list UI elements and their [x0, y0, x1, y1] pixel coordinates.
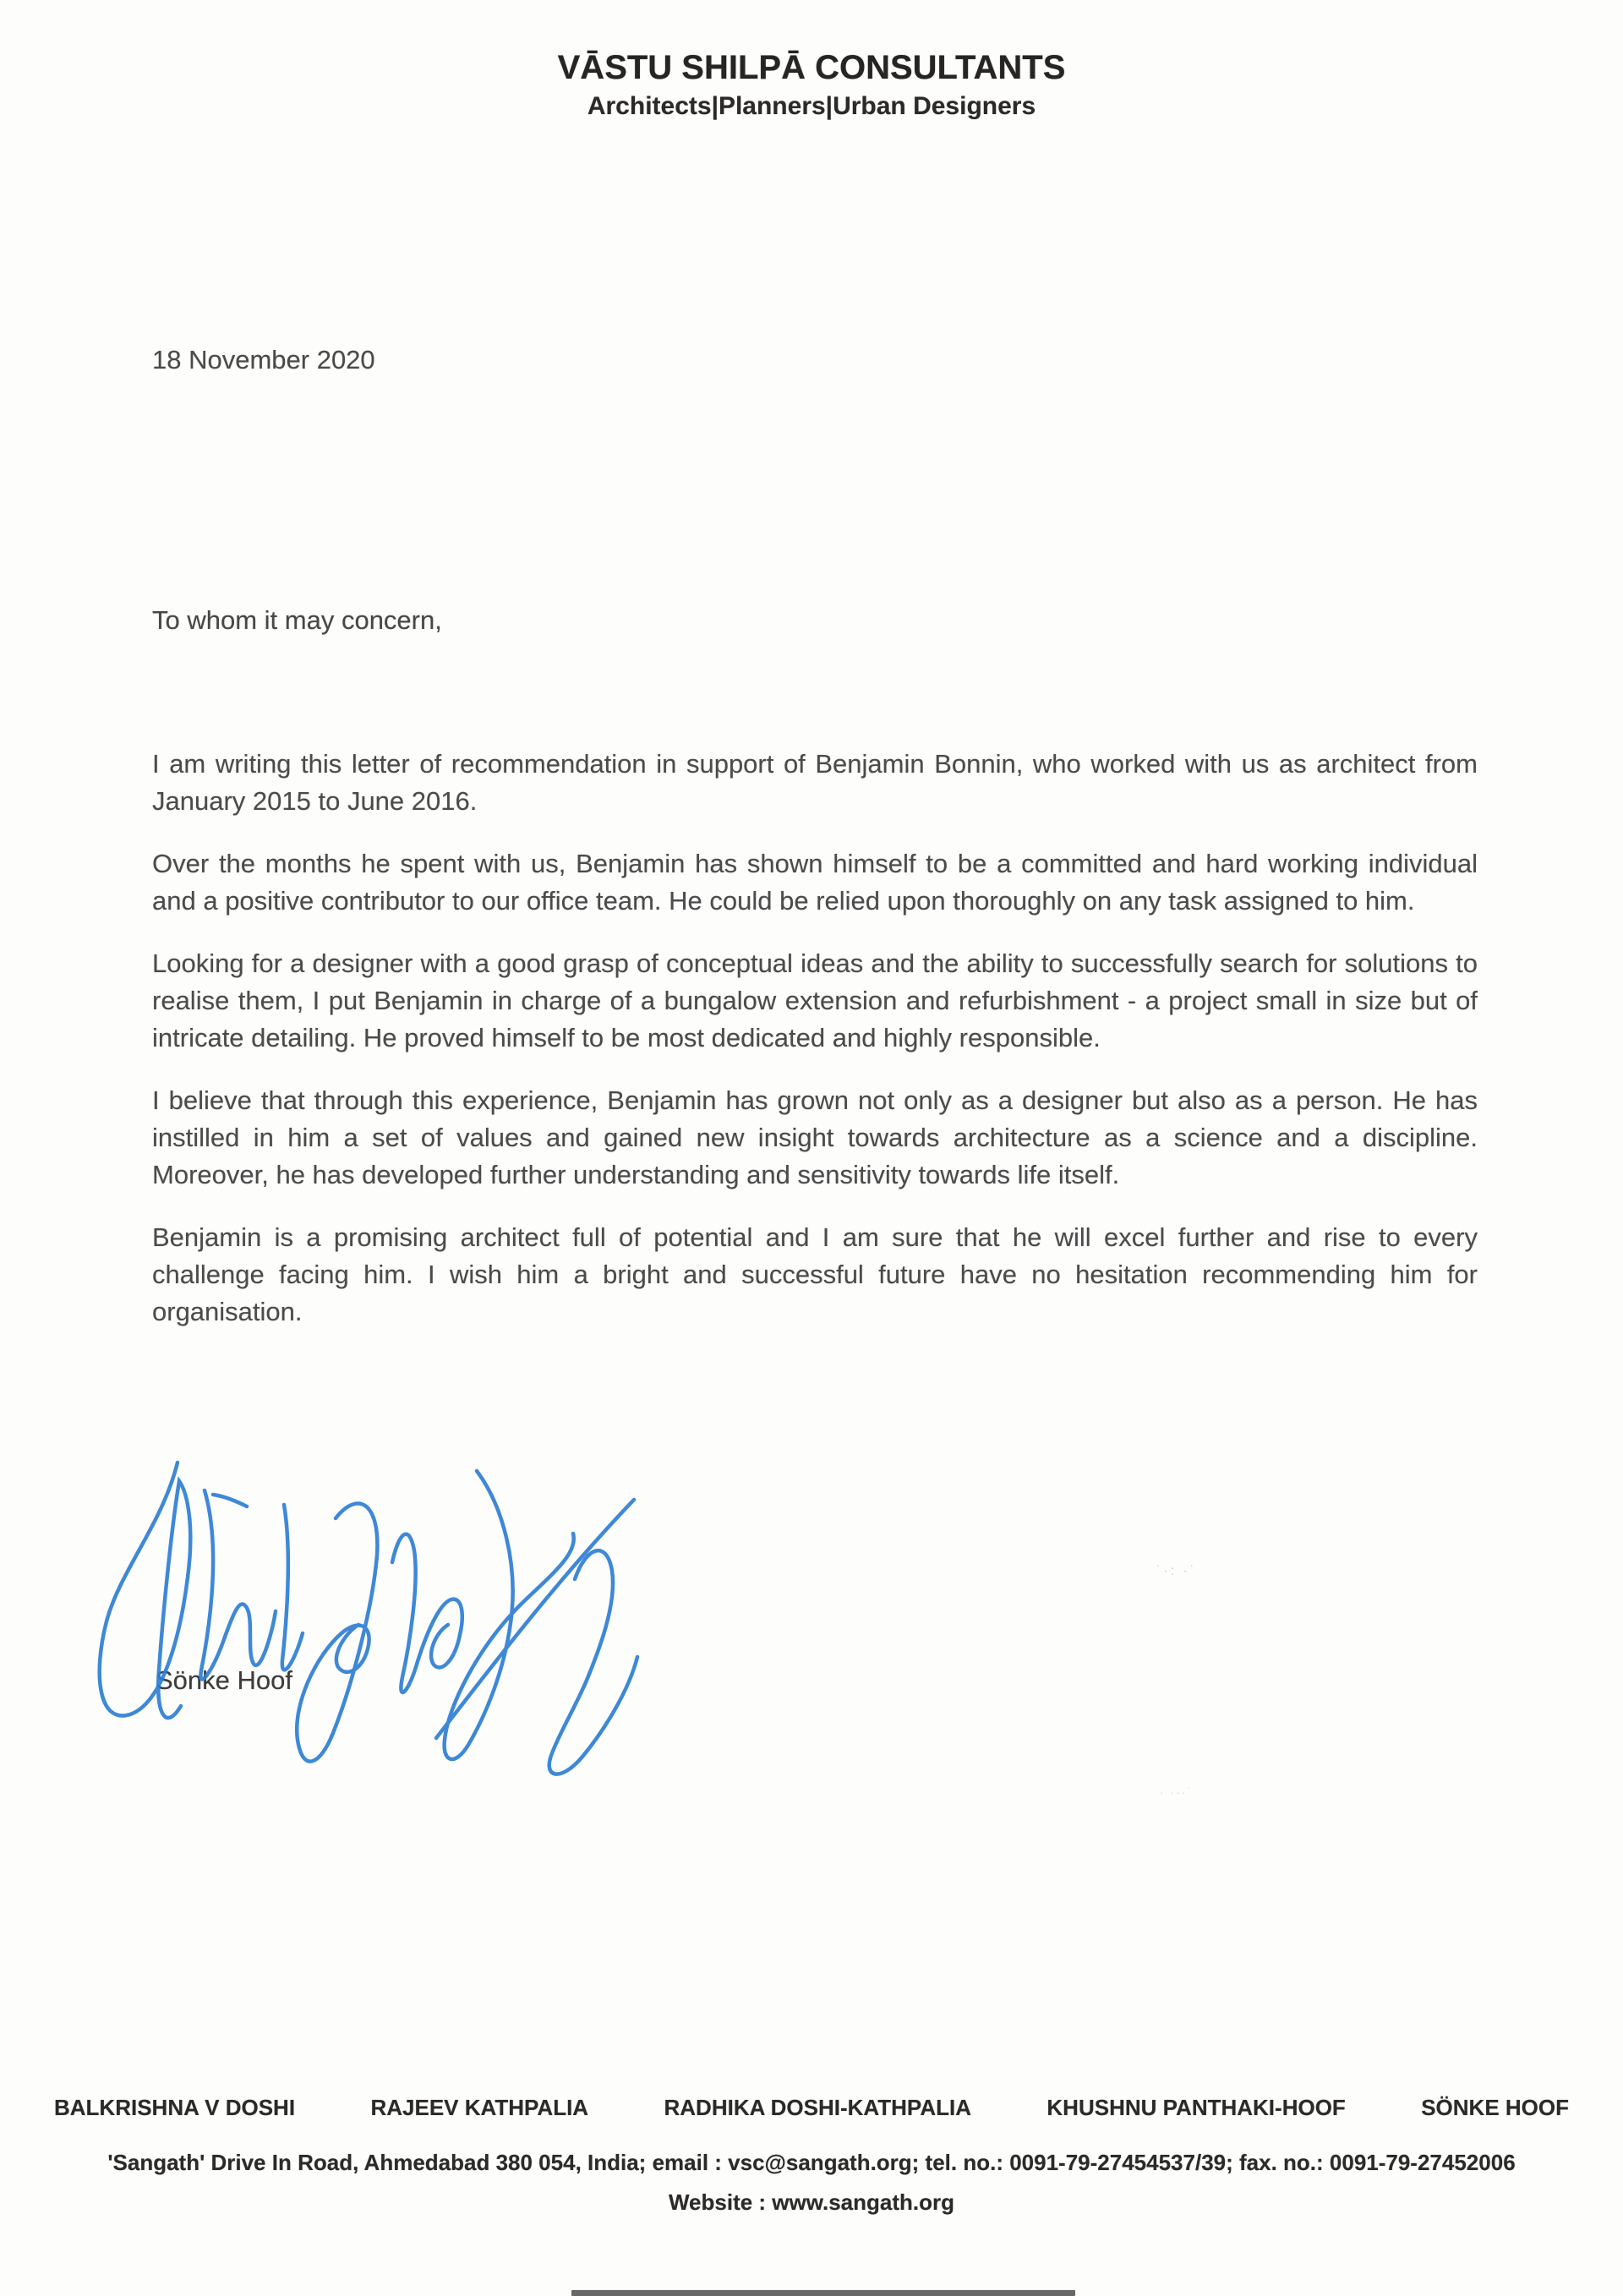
partner-name: RAJEEV KATHPALIA — [370, 2095, 589, 2120]
letter-date: 18 November 2020 — [152, 345, 375, 374]
paragraph-intro: I am writing this letter of recommendation in support of Benjamin Bonnin, who worked with us as architect from January 2015 to June 2016. — [152, 749, 1478, 816]
handwritten-signature-icon — [78, 1452, 686, 1799]
paragraph-growth: I believe that through this experience, Benjamin has grown not only as a designer but also as a person. He has instilled in him a set of values and gained new insight towards architecture as a science and a discipline. Moreover, he has developed further understanding and sensitivity towards life itself. — [152, 1085, 1478, 1189]
partner-name: SÖNKE HOOF — [1421, 2095, 1569, 2120]
scan-artifact: ˙·: ·˙ — [1156, 1564, 1198, 1578]
letterhead — [0, 49, 1623, 121]
address-line: 'Sangath' Drive In Road, Ahmedabad 380 054, India; email : vsc@sangath.org; tel. no.: 0091-79-27454537/39; fax. no.: 0091-79-27452006 — [107, 2150, 1516, 2175]
salutation: To whom it may concern, — [152, 605, 442, 635]
partner-name: BALKRISHNA V DOSHI — [54, 2095, 296, 2120]
paragraph-closing: Benjamin is a promising architect full of potential and I am sure that he will excel further and rise to every challenge facing him. I wish him a bright and successful future have no hesitation recommending him for organisation. — [152, 1222, 1478, 1326]
paragraph-project: Looking for a designer with a good grasp of conceptual ideas and the ability to successfully search for solutions to realise them, I put Benjamin in charge of a bungalow extension and refurbishment - a project small in size but of intricate detailing. He proved himself to be most dedicated and highly responsible. — [152, 948, 1478, 1052]
scan-artifact: · ···˙ — [1160, 1785, 1194, 1799]
company-tagline: Architects|Planners|Urban Designers — [587, 92, 1036, 120]
paragraph-work-ethic: Over the months he spent with us, Benjamin has shown himself to be a committed and hard working individual and a positive contributor to our office team. He could be relied upon thoroughly on any task assigned to him. — [152, 849, 1478, 916]
letter-body — [152, 746, 1478, 1356]
scan-edge-artifact — [571, 2290, 1075, 2296]
partner-name: KHUSHNU PANTHAKI-HOOF — [1046, 2095, 1346, 2120]
partners-row — [0, 2095, 1623, 2121]
partner-name: RADHIKA DOSHI-KATHPALIA — [664, 2095, 971, 2120]
company-name: VĀSTU SHILPĀ CONSULTANTS — [557, 49, 1066, 86]
signer-name: Sönke Hoof — [156, 1665, 292, 1695]
website-line: Website : www.sangath.org — [668, 2189, 955, 2215]
signature-block — [78, 1452, 686, 1799]
